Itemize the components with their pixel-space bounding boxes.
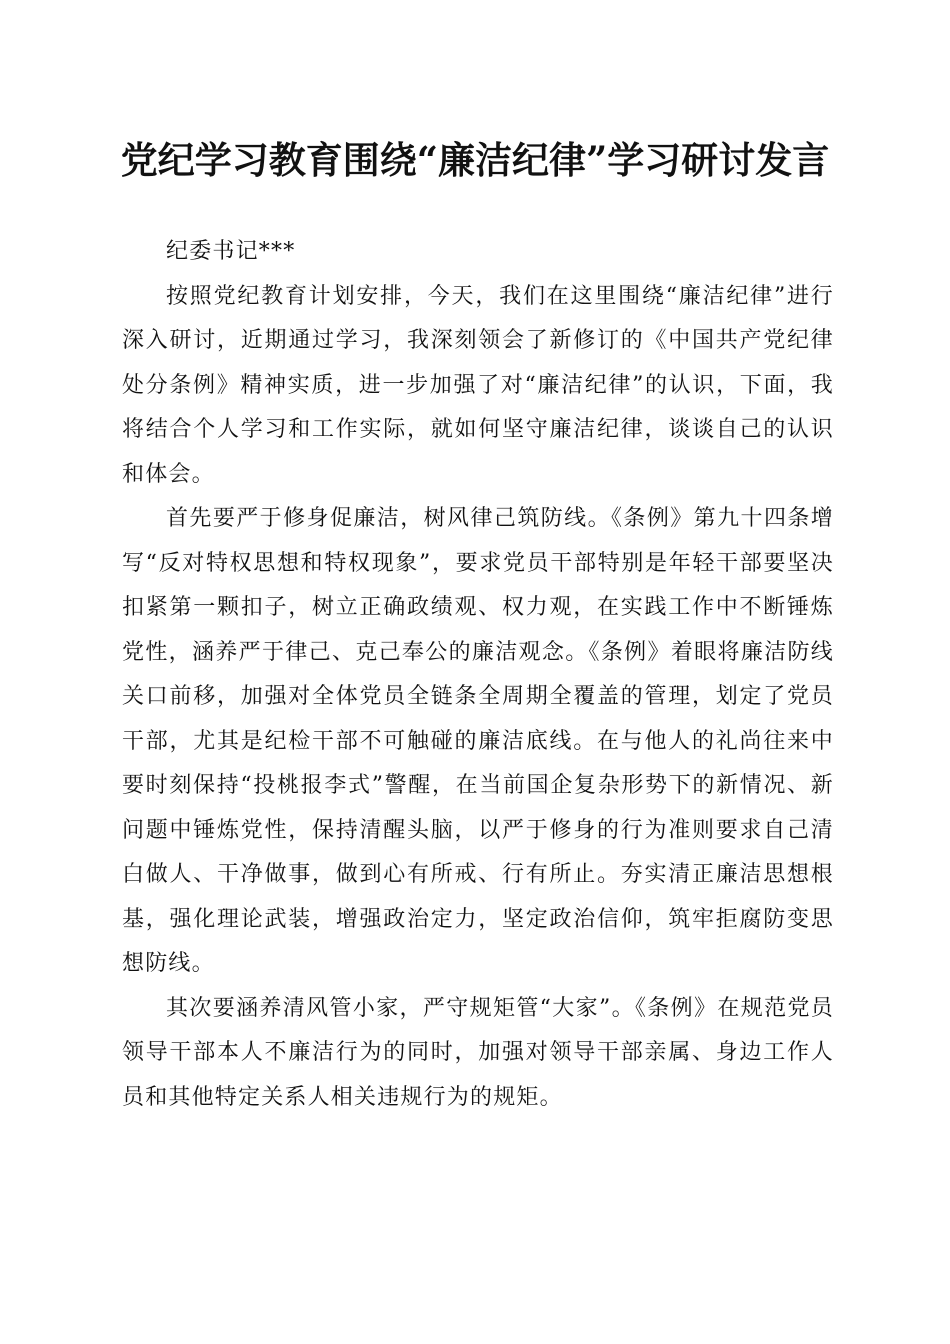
paragraph-second-point: 其次要涵养清风管小家，严守规矩管“大家”。《条例》在规范党员领导干部本人不廉洁行为的同时，加强对领导干部亲属、身边工作人员和其他特定关系人相关违规行为的规矩。 xyxy=(122,995,834,1110)
author-line: 纪委书记*** xyxy=(166,239,296,264)
paragraph-first-point: 首先要严于修身促廉洁，树风律己筑防线。《条例》第九十四条增写“反对特权思想和特权现象”，要求党员干部特别是年轻干部要坚决扣紧第一颗扣子，树立正确政绩观、权力观，在实践工作中不断锤炼党性，涵养严于律己、克己奉公的廉洁观念。《条例》着眼将廉洁防线关口前移，加强对全体党员全链条全周期全覆盖的管理，划定了党员干部，尤其是纪检干部不可触碰的廉洁底线。在与他人的礼尚往来中要时刻保持“投桃报李式”警醒，在当前国企复杂形势下的新情况、新问题中锤炼党性，保持清醒头脑，以严于修身的行为准则要求自己清白做人、干净做事，做到心有所戒、行有所止。夯实清正廉洁思想根基，强化理论武装，增强政治定力，坚定政治信仰，筑牢拒腐防变思想防线。 xyxy=(122,506,834,976)
document-title: 党纪学习教育围绕“廉洁纪律”学习研讨发言 xyxy=(120,138,830,182)
document-body xyxy=(122,230,834,1120)
paragraph-intro: 按照党纪教育计划安排，今天，我们在这里围绕“廉洁纪律”进行深入研讨，近期通过学习，我深刻领会了新修订的《中国共产党纪律处分条例》精神实质，进一步加强了对“廉洁纪律”的认识，下面，我将结合个人学习和工作实际，就如何坚守廉洁纪律，谈谈自己的认识和体会。 xyxy=(122,283,834,487)
